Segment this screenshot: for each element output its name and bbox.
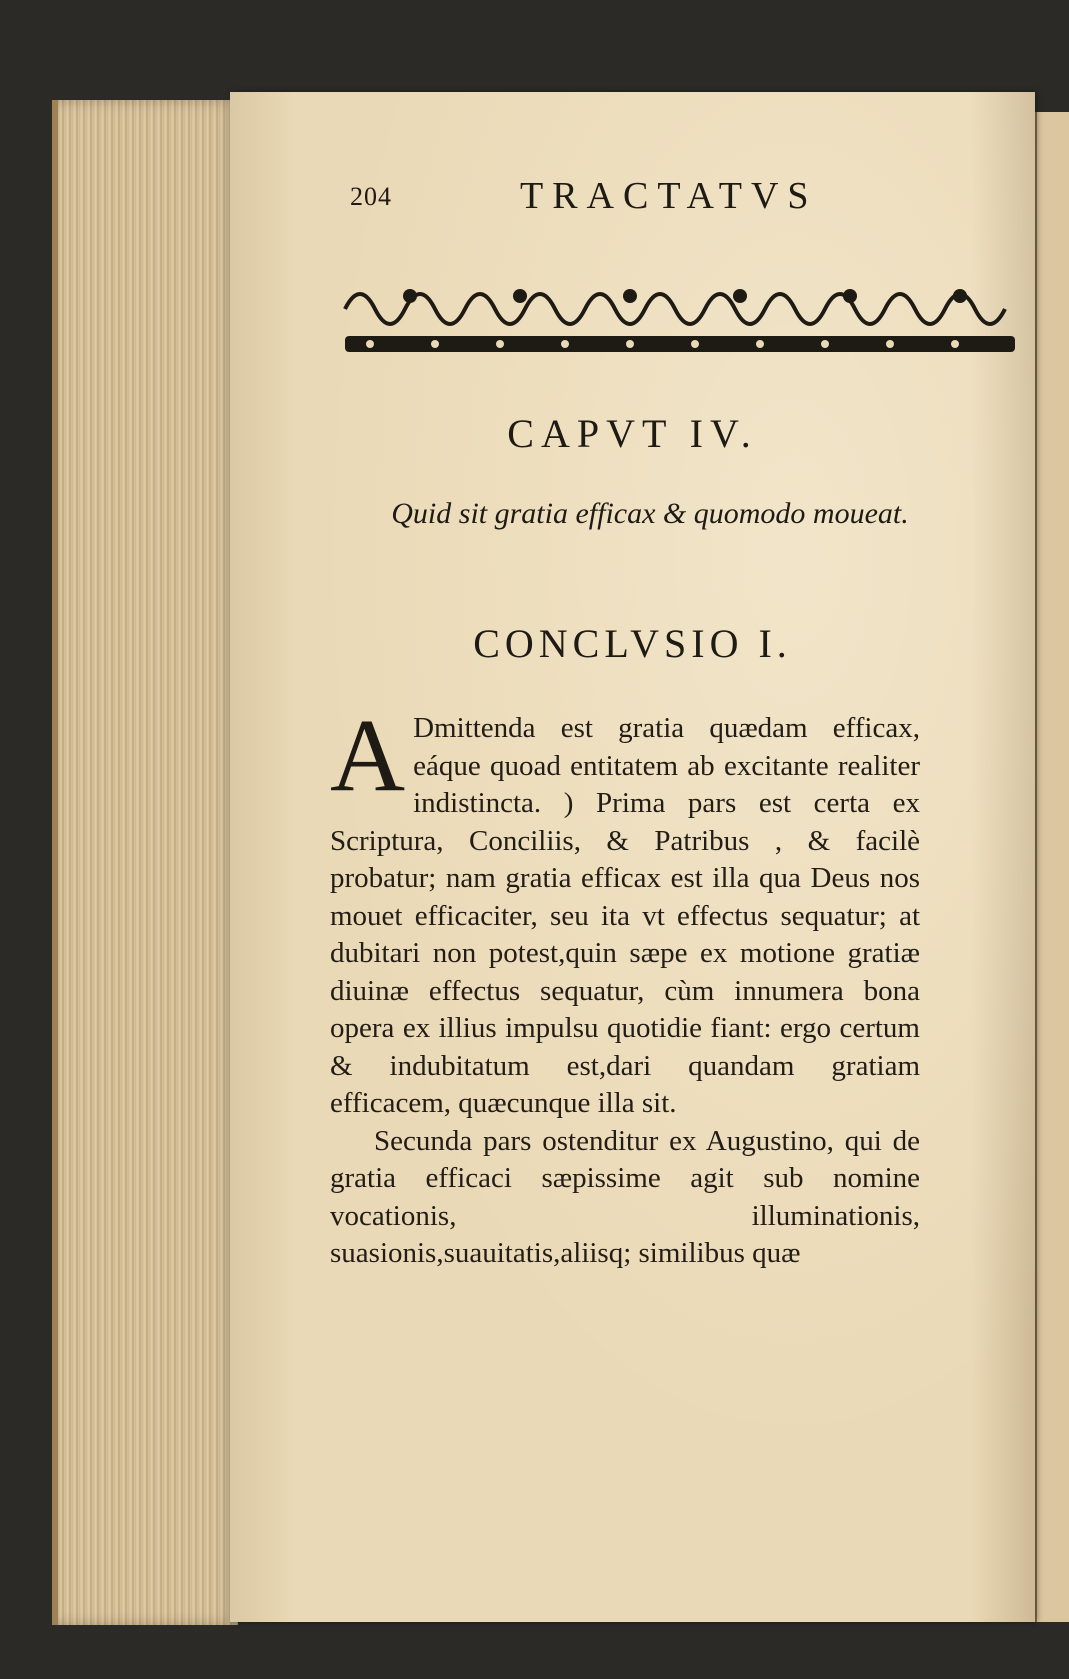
running-title: TRACTATVS [520, 175, 818, 217]
printers-ornament-icon [340, 274, 1020, 364]
conclusion-heading: CONCLVSIO I. [473, 621, 792, 666]
chapter-subtitle: Quid sit gratia efficax & quomodo moueat. [391, 497, 909, 530]
book [52, 92, 1069, 1632]
facing-page-edge [1035, 112, 1069, 1622]
paragraph-1-text: Dmittenda est gratia quædam efficax, eáque quoad entitatem ab excitante realiter indistincta. ) Prima pars est certa ex Scriptura, Conciliis, & Patribus , & facilè probatur; nam gratia efficax est illa qua Deus nos mouet efficaciter, seu ita vt effectus sequatur; at dubitari non potest,quin sæpe ex motione gratiæ diuinæ effectus sequatur, cùm innumera bona opera ex illius impulsu quotidie fiant: ergo certum & indubitatum est,dari quandam gratiam efficacem, quæcunque illa sit. [330, 712, 920, 1119]
chapter-heading: CAPVT IV. [507, 411, 758, 456]
drop-cap: A [330, 698, 406, 813]
page-edges [52, 100, 238, 1625]
paragraph-2: Secunda pars ostenditur ex Augustino, qui de gratia efficaci sæpissime agit sub nomine vocationis, illuminationis, suasionis,suauitatis,aliisq; similibus quæ [330, 1124, 920, 1269]
paragraph-1 [330, 698, 920, 1123]
body-text [330, 698, 920, 1273]
book-page [230, 92, 1035, 1622]
page-number: 204 [350, 182, 392, 211]
